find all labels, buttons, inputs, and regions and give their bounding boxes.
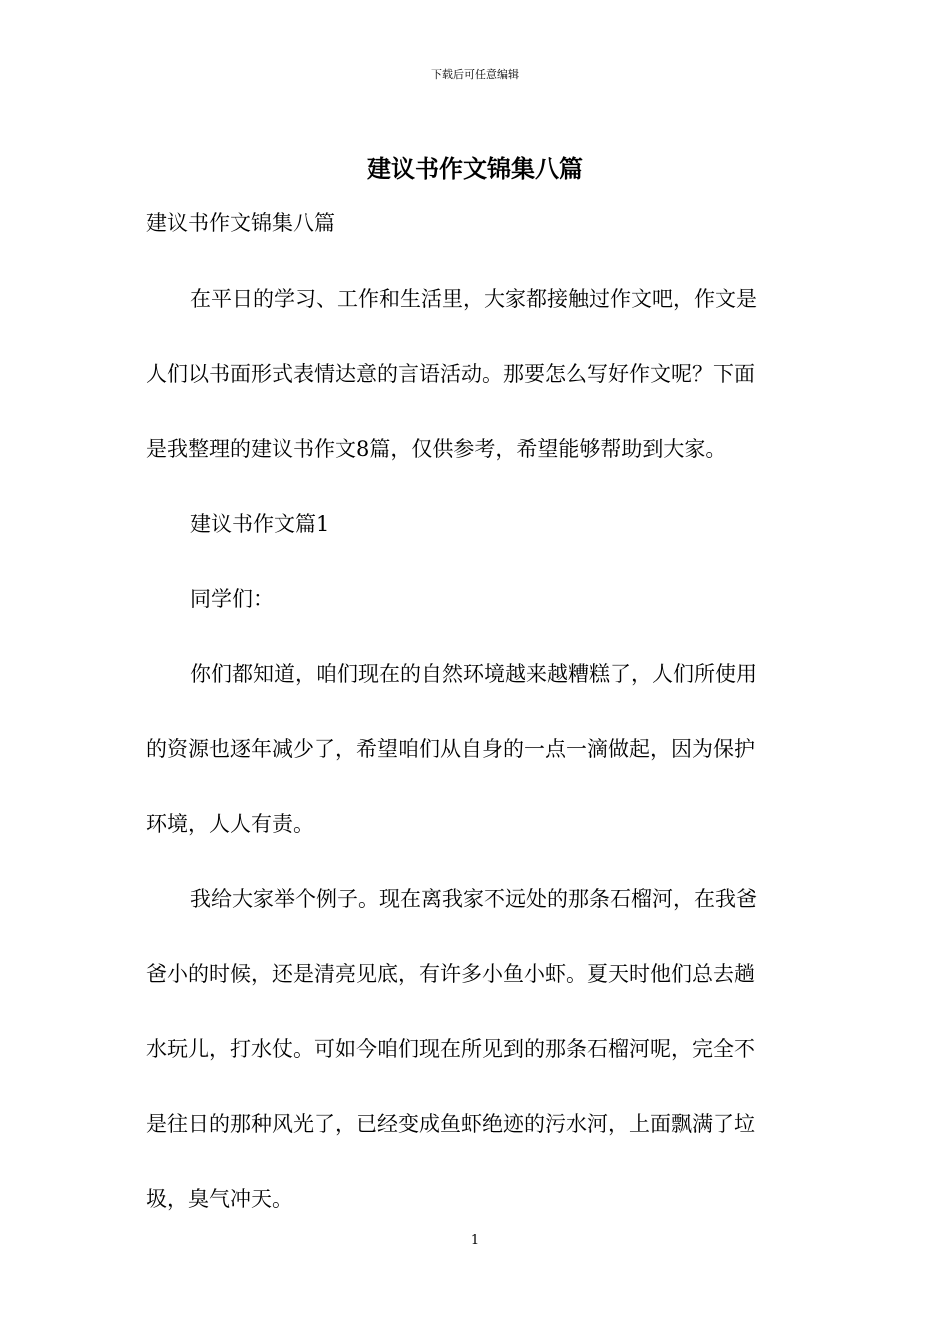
paragraph-2-line-4: 是往日的那种风光了，已经变成鱼虾绝迹的污水河，上面飘满了垃 xyxy=(146,1112,755,1136)
paragraph-1-line-3: 环境，人人有责。 xyxy=(146,812,314,836)
document-body xyxy=(146,284,806,1259)
paragraph-2-line-3: 水玩儿，打水仗。可如今咱们现在所见到的那条石榴河呢，完全不 xyxy=(146,1037,755,1061)
paragraph-intro-line-2: 人们以书面形式表情达意的言语活动。那要怎么写好作文呢？下面 xyxy=(146,362,755,386)
paragraph-intro-line-3: 是我整理的建议书作文8篇，仅供参考，希望能够帮助到大家。 xyxy=(146,437,727,461)
paragraph-2-line-5: 圾，臭气冲天。 xyxy=(146,1187,293,1211)
header-note: 下载后可任意编辑 xyxy=(431,68,519,81)
paragraph-2-line-2: 爸小的时候，还是清亮见底，有许多小鱼小虾。夏天时他们总去趟 xyxy=(146,962,755,986)
page-number: 1 xyxy=(470,1233,480,1248)
section-heading: 建议书作文篇1 xyxy=(190,512,330,536)
paragraph-2-line-1: 我给大家举个例子。现在离我家不远处的那条石榴河，在我爸 xyxy=(190,887,757,911)
paragraph-1-line-1: 你们都知道，咱们现在的自然环境越来越糟糕了，人们所使用 xyxy=(190,662,757,686)
paragraph-intro-line-1: 在平日的学习、工作和生活里，大家都接触过作文吧，作文是 xyxy=(190,287,757,311)
paragraph-1-line-2: 的资源也逐年减少了，希望咱们从自身的一点一滴做起，因为保护 xyxy=(146,737,755,761)
document-title: 建议书作文锦集八篇 xyxy=(367,154,583,183)
document-subtitle: 建议书作文锦集八篇 xyxy=(146,211,335,235)
salutation: 同学们： xyxy=(190,587,274,611)
